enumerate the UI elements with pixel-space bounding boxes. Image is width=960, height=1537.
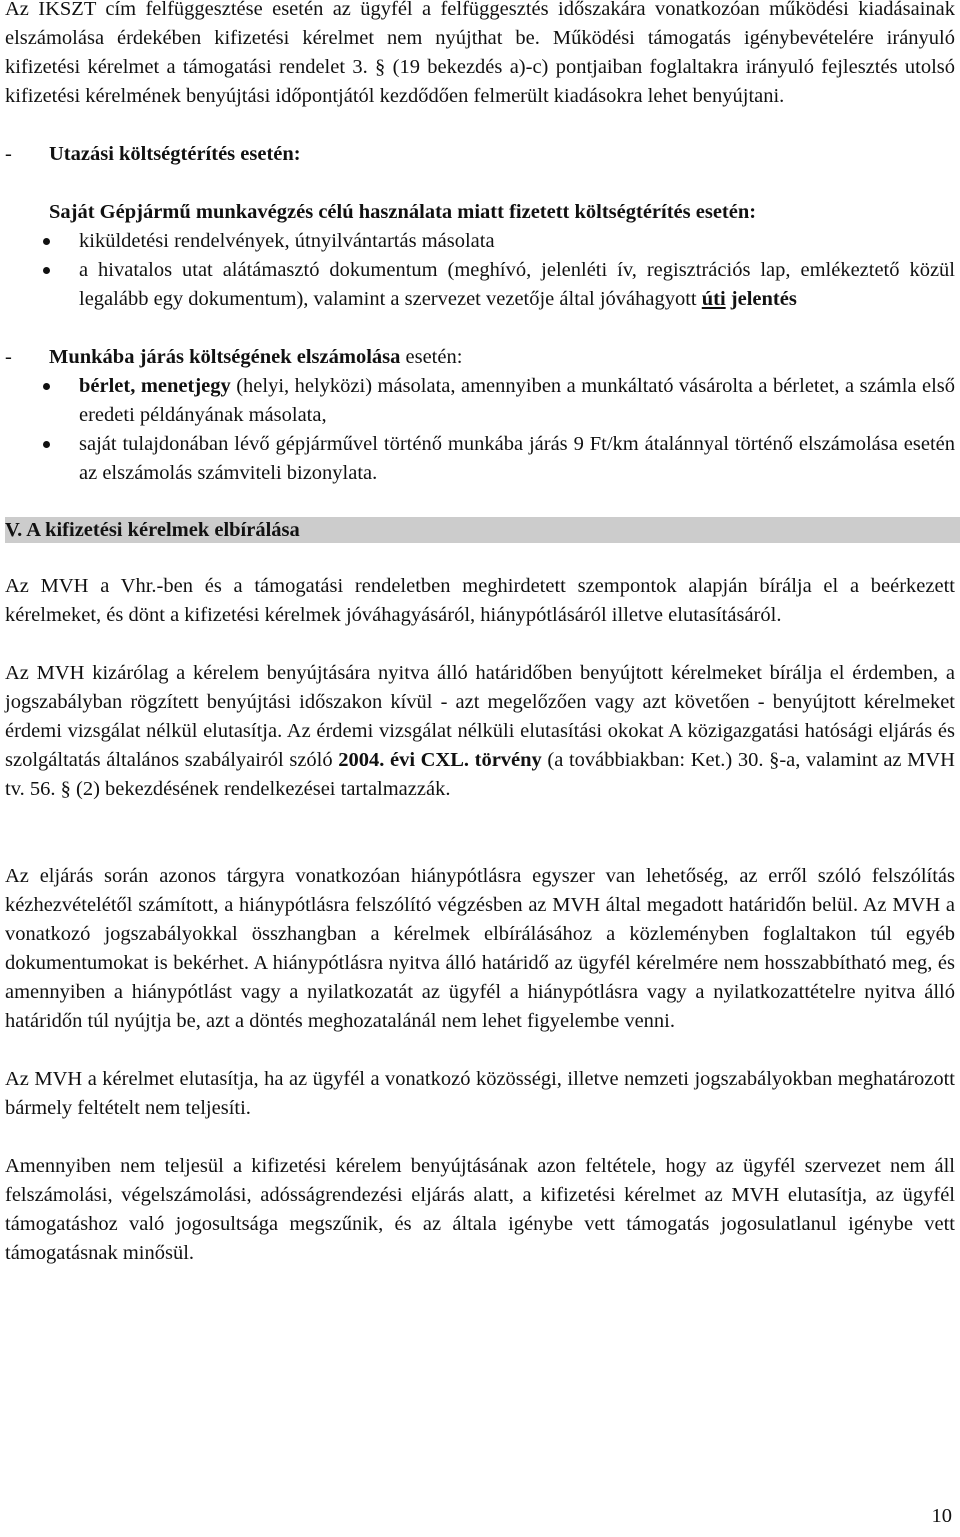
list-item bbox=[5, 372, 955, 430]
bold-text: 2004. évi CXL. törvény bbox=[338, 749, 542, 771]
paragraph: Az MVH a Vhr.-ben és a támogatási rendeletben meghirdetett szempontok alapján bírálja el a beérkezett kérelmeket, és dönt a kifizetési kérelmek jóváhagyásáról, hiánypótlásáról illetve elutasításáról. bbox=[5, 575, 955, 626]
paragraph-text: (a továbbiakban: Ket.) 30. §-a, valamint az MVH tv. 56. § (2) bekezdésének rendelkezései tartalmazzák. bbox=[5, 749, 955, 800]
dash-marker: - bbox=[5, 143, 12, 165]
list-item-text: saját tulajdonában lévő gépjárművel történő munkába járás 9 Ft/km átalánnyal történő elszámolása esetén az elszámolás számviteli bizonylata. bbox=[79, 433, 955, 484]
commute-heading-row bbox=[5, 343, 955, 372]
travel-list bbox=[5, 227, 955, 314]
list-item bbox=[5, 227, 955, 256]
bold-text: elszámolása bbox=[296, 346, 401, 368]
list-item bbox=[5, 256, 955, 314]
bold-text: bérlet, menetjegy bbox=[79, 375, 231, 397]
list-item-text: kiküldetési rendelvények, útnyilvántartás másolata bbox=[79, 230, 495, 252]
travel-heading-row bbox=[5, 140, 955, 169]
intro-paragraph: Az IKSZT cím felfüggesztése esetén az ügyfél a felfüggesztés időszakára vonatkozóan működési kiadásainak elszámolása érdekében kifizetési kérelmet nem nyújthat be. Működési támogatás igénybevételére irányuló kifizetési kérelmet a támogatási rendelet 3. § (19 bekezdés a)-c) pontjaiban foglaltakra irányuló fejlesztés utolsó kifizetési kérelmének benyújtási időpontjától kezdődően felmerült kiadásokra lehet benyújtani. bbox=[5, 0, 955, 107]
list-item-text: (helyi, helyközi) másolata, amennyiben a munkáltató vásárolta a bérletet, a számla első eredeti példányának másolata, bbox=[79, 375, 955, 426]
travel-subheading: Saját Gépjármű munkavégzés célú használata miatt fizetett költségtérítés esetén: bbox=[49, 201, 757, 223]
list-item-text: a hivatalos utat alátámasztó dokumentum (meghívó, jelenléti ív, regisztrációs lap, emlékeztető közül legalább egy dokumentum), valamint a szervezet vezetője által jóváhagyott bbox=[79, 259, 955, 310]
paragraph: Az eljárás során azonos tárgyra vonatkozóan hiánypótlásra egyszer van lehetőség, az erről szóló felszólítás kézhezvételétől számított, a hiánypótlásra felszólító végzésben az MVH által megadott határidőn belül. Az MVH a vonatkozó jogszabályokkal összhangban a kérelmek elbírálásához a közleményben foglaltakon túl egyéb dokumentumokat is bekérhet. A hiánypótlásra nyitva álló határidő az ügyfél kérelmére nem hosszabbítható meg, és amennyiben a hiánypótlást vagy a nyilatkozatát az ügyfél a hiánypótlásra vagy a nyilatkozattételre nyitva álló határidőn túl nyújtja be, azt a döntés meghozatalánál nem lehet figyelembe venni. bbox=[5, 865, 955, 1032]
heading-rest: esetén: bbox=[400, 346, 463, 368]
page-number: 10 bbox=[931, 1505, 952, 1527]
bold-text: járás költségének bbox=[139, 346, 292, 368]
travel-heading: Utazási költségtérítés esetén: bbox=[49, 143, 301, 165]
paragraph-text: Az MVH kizárólag a kérelem benyújtására nyitva álló határidőben benyújtott kérelmeket bírálja el érdemben, a jogszabályban rögzített benyújtási időszakon kívül - azt megelőzően vagy azt követően - benyújtott kérelmeket érdemi vizsgálat nélkül elutasítja. Az érdemi vizsgálat nélküli elutasítási okokat A közigazgatási hatósági eljárás és szolgáltatás általános szabályairól szóló bbox=[5, 662, 955, 771]
bold-text: úti bbox=[701, 288, 726, 310]
dash-marker: - bbox=[5, 346, 12, 368]
bold-text: jelentés bbox=[730, 288, 797, 310]
paragraph: Amennyiben nem teljesül a kifizetési kérelem benyújtásának azon feltétele, hogy az ügyfél szervezet nem áll felszámolási, végelszámolási, adósságrendezési eljárás alatt, a kifizetési kérelmet az MVH elutasítja, az ügyfél támogatáshoz való jogosultsága megszűnik, és az általa igénybe vett támogatás jogosulatlanul igénybe vett támogatásnak minősül. bbox=[5, 1155, 955, 1264]
commute-list bbox=[5, 372, 955, 488]
bold-text: Munkába bbox=[49, 346, 135, 368]
list-item bbox=[5, 430, 955, 488]
section-heading: V. A kifizetési kérelmek elbírálása bbox=[5, 517, 960, 543]
paragraph bbox=[5, 659, 955, 804]
document-page bbox=[5, 0, 955, 1268]
paragraph: Az MVH a kérelmet elutasítja, ha az ügyfél a vonatkozó közösségi, illetve nemzeti jogszabályokban meghatározott bármely feltételt nem teljesíti. bbox=[5, 1068, 955, 1119]
